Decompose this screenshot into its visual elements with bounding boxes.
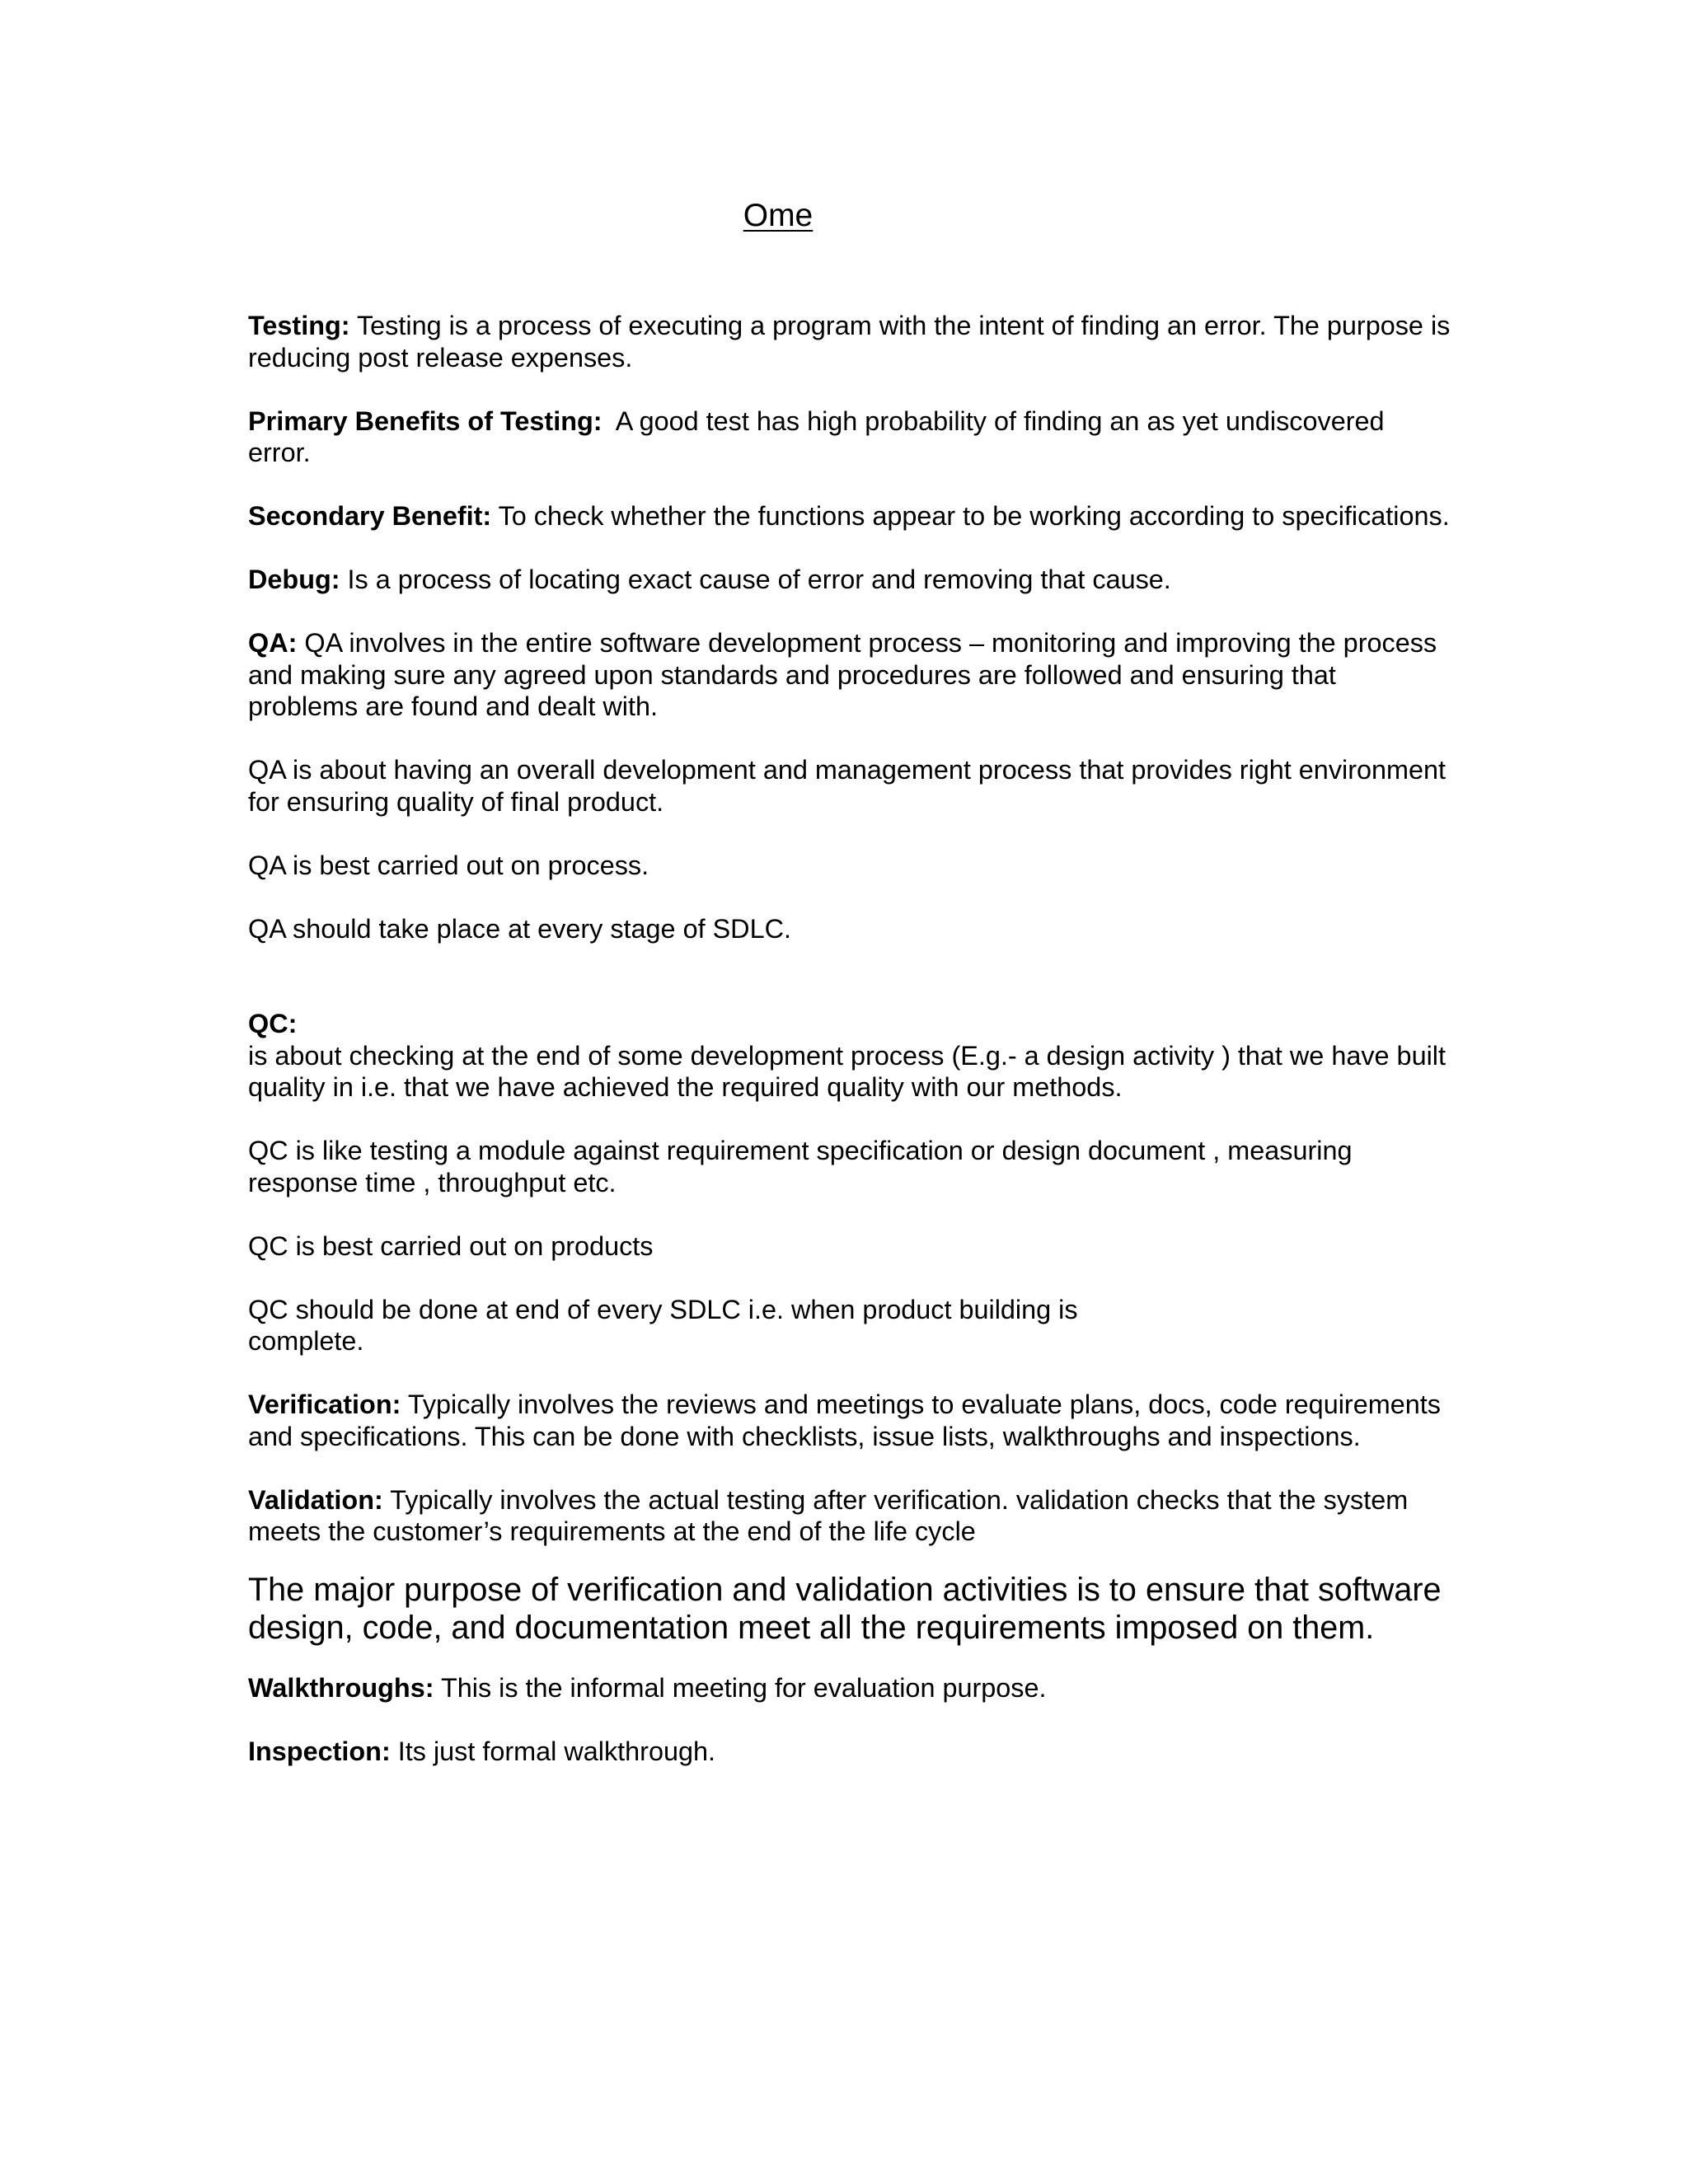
qc-paragraph-4	[248, 1294, 1451, 1357]
qa-paragraph	[248, 627, 1451, 723]
secondary-benefit-text: To check whether the functions appear to be working according to specifications.	[491, 501, 1450, 531]
document-title: Ome	[743, 198, 814, 233]
primary-benefits-term: Primary Benefits of Testing:	[248, 405, 603, 436]
primary-benefits-paragraph	[248, 405, 1451, 469]
qa-text: QA involves in the entire software development process – monitoring and improving the process and making sure any agreed upon standards and procedures are followed and ensuring that problems are found and dealt with.	[248, 628, 1437, 721]
validation-paragraph	[248, 1484, 1451, 1548]
debug-paragraph	[248, 564, 1451, 596]
qc-paragraph-2: QC is like testing a module against requirement specification or design document , measuring response time , throughput etc.	[248, 1136, 1353, 1197]
qa-paragraph-4: QA should take place at every stage of SDLC.	[248, 913, 791, 944]
verification-paragraph	[248, 1389, 1451, 1452]
qc-paragraph-1: is about checking at the end of some development process (E.g.- a design activity ) that we have built quality in i.e. that we have achieved the required quality with our methods.	[248, 1040, 1446, 1102]
qa-term: QA:	[248, 628, 298, 658]
inspection-term: Inspection:	[248, 1736, 391, 1766]
primary-benefits-text: A good test has high probability of finding an as yet undiscovered error.	[248, 405, 1392, 467]
secondary-benefit-term: Secondary Benefit:	[248, 501, 492, 531]
testing-paragraph	[248, 310, 1451, 373]
validation-term: Validation:	[248, 1484, 383, 1515]
major-purpose-paragraph: The major purpose of verification and validation activities is to ensure that software design, code, and documentation meet all the requirements imposed on them.	[248, 1572, 1442, 1646]
qa-paragraph-2: QA is about having an overall development and management process that provides right environment for ensuring quality of final product.	[248, 755, 1447, 817]
inspection-paragraph	[248, 1736, 1451, 1768]
qc-paragraph-4-text: QC should be done at end of every SDLC i.e. when product building is complete.	[248, 1294, 1078, 1356]
verification-text: Typically involves the reviews and meetings to evaluate plans, docs, code requirements and specifications. This can be done with checklists, issue lists, walkthroughs and inspections.	[248, 1390, 1441, 1451]
testing-text: Testing is a process of executing a program with the intent of finding an error. The purpose is reducing post release expenses.	[248, 311, 1451, 373]
debug-term: Debug:	[248, 565, 340, 594]
qc-heading	[248, 1008, 1451, 1040]
debug-text: Is a process of locating exact cause of error and removing that cause.	[340, 565, 1171, 594]
secondary-benefit-paragraph	[248, 500, 1451, 532]
qc-term: QC:	[248, 1009, 298, 1038]
walkthroughs-paragraph	[248, 1672, 1451, 1704]
document-body	[248, 310, 1451, 1799]
inspection-text: Its just formal walkthrough.	[390, 1736, 716, 1766]
testing-term: Testing:	[248, 311, 350, 340]
qc-paragraph-3: QC is best carried out on products	[248, 1230, 654, 1261]
walkthroughs-text: This is the informal meeting for evaluation purpose.	[434, 1673, 1047, 1703]
qa-paragraph-3: QA is best carried out on process.	[248, 850, 649, 880]
validation-text: Typically involves the actual testing after verification. validation checks that the system meets the customer’s requirements at the end of the life cycle	[248, 1484, 1409, 1546]
walkthroughs-term: Walkthroughs:	[248, 1673, 434, 1703]
verification-term: Verification:	[248, 1390, 401, 1419]
